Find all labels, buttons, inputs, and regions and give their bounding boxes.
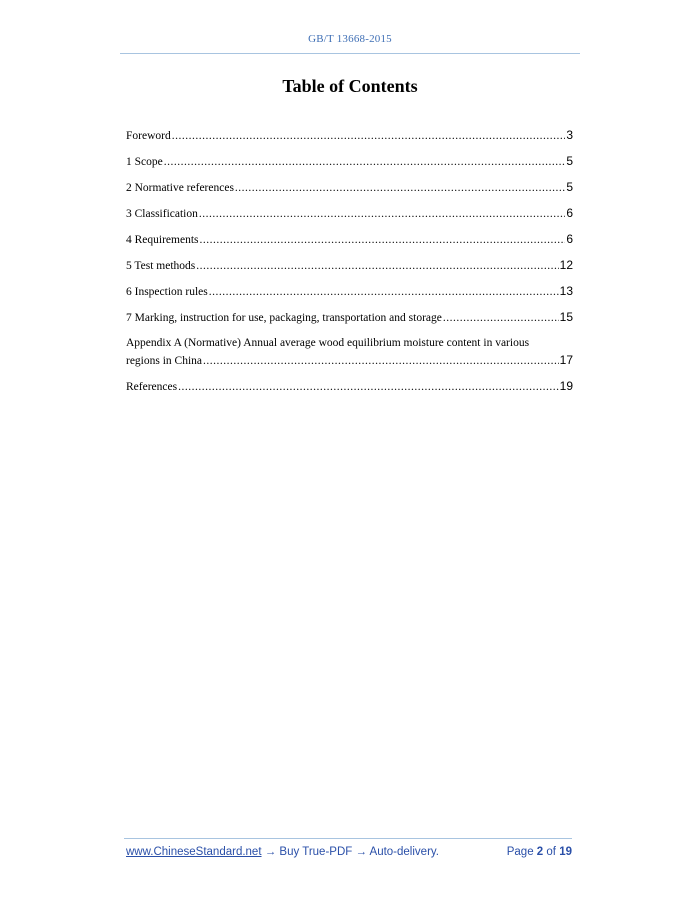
dot-leader bbox=[208, 284, 559, 301]
toc-entry-page: 6 bbox=[566, 206, 573, 220]
toc-entry-page: 5 bbox=[566, 180, 573, 194]
dot-leader bbox=[442, 310, 559, 327]
toc-entry-label: 3 Classification bbox=[126, 208, 198, 220]
toc-entry-page: 13 bbox=[559, 284, 573, 298]
toc-entry-label: References bbox=[126, 381, 178, 393]
dot-leader bbox=[177, 379, 559, 396]
table-of-contents bbox=[126, 127, 573, 404]
page-of: of bbox=[546, 846, 556, 858]
toc-entry-page: 3 bbox=[566, 128, 573, 142]
footer-divider bbox=[124, 838, 572, 839]
website-link[interactable]: www.ChineseStandard.net bbox=[126, 846, 262, 858]
header-divider bbox=[120, 53, 580, 54]
toc-entry-label: Foreword bbox=[126, 130, 171, 142]
dot-leader bbox=[199, 232, 566, 249]
toc-entry-page: 6 bbox=[566, 232, 573, 246]
toc-entry-requirements[interactable] bbox=[126, 231, 573, 249]
toc-entry-marking[interactable] bbox=[126, 309, 573, 327]
page-indicator bbox=[507, 846, 572, 858]
toc-entry-page: 12 bbox=[559, 258, 573, 272]
toc-entry-appendix-a[interactable] bbox=[126, 335, 573, 370]
standard-code: GB/T 13668-2015 bbox=[308, 33, 392, 45]
toc-entry-label: 7 Marking, instruction for use, packaging, transportation and storage bbox=[126, 312, 442, 324]
toc-entry-label: Appendix A (Normative) Annual average wood equilibrium moisture content in various bbox=[126, 337, 530, 349]
page-title: Table of Contents bbox=[282, 76, 418, 96]
toc-entry-inspection-rules[interactable] bbox=[126, 283, 573, 301]
toc-entry-page: 19 bbox=[559, 379, 573, 393]
toc-entry-label: 1 Scope bbox=[126, 156, 163, 168]
toc-entry-label: 2 Normative references bbox=[126, 182, 234, 194]
toc-entry-label: 6 Inspection rules bbox=[126, 286, 208, 298]
toc-entry-label: 4 Requirements bbox=[126, 234, 199, 246]
page-total: 19 bbox=[559, 846, 572, 858]
dot-leader bbox=[195, 258, 558, 275]
toc-entry-page: 17 bbox=[559, 353, 573, 367]
dot-leader bbox=[202, 353, 559, 370]
toc-entry-page: 5 bbox=[566, 154, 573, 168]
page-footer bbox=[126, 846, 572, 858]
dot-leader bbox=[198, 206, 565, 223]
dot-leader bbox=[163, 154, 566, 171]
toc-entry-classification[interactable] bbox=[126, 205, 573, 223]
toc-entry-normative-references[interactable] bbox=[126, 179, 573, 197]
toc-entry-label: 5 Test methods bbox=[126, 260, 196, 272]
toc-entry-scope[interactable] bbox=[126, 153, 573, 171]
toc-entry-foreword[interactable] bbox=[126, 127, 573, 145]
dot-leader bbox=[171, 128, 566, 145]
toc-entry-test-methods[interactable] bbox=[126, 257, 573, 275]
footer-promo-text: → Buy True-PDF → Auto-delivery. bbox=[261, 846, 439, 858]
dot-leader bbox=[234, 180, 565, 197]
page-word: Page bbox=[506, 846, 534, 858]
footer-promo bbox=[126, 846, 439, 858]
toc-entry-label-continued: regions in China bbox=[126, 355, 203, 367]
page-current: 2 bbox=[536, 846, 544, 858]
toc-entry-page: 15 bbox=[559, 310, 573, 324]
toc-entry-references[interactable] bbox=[126, 378, 573, 396]
